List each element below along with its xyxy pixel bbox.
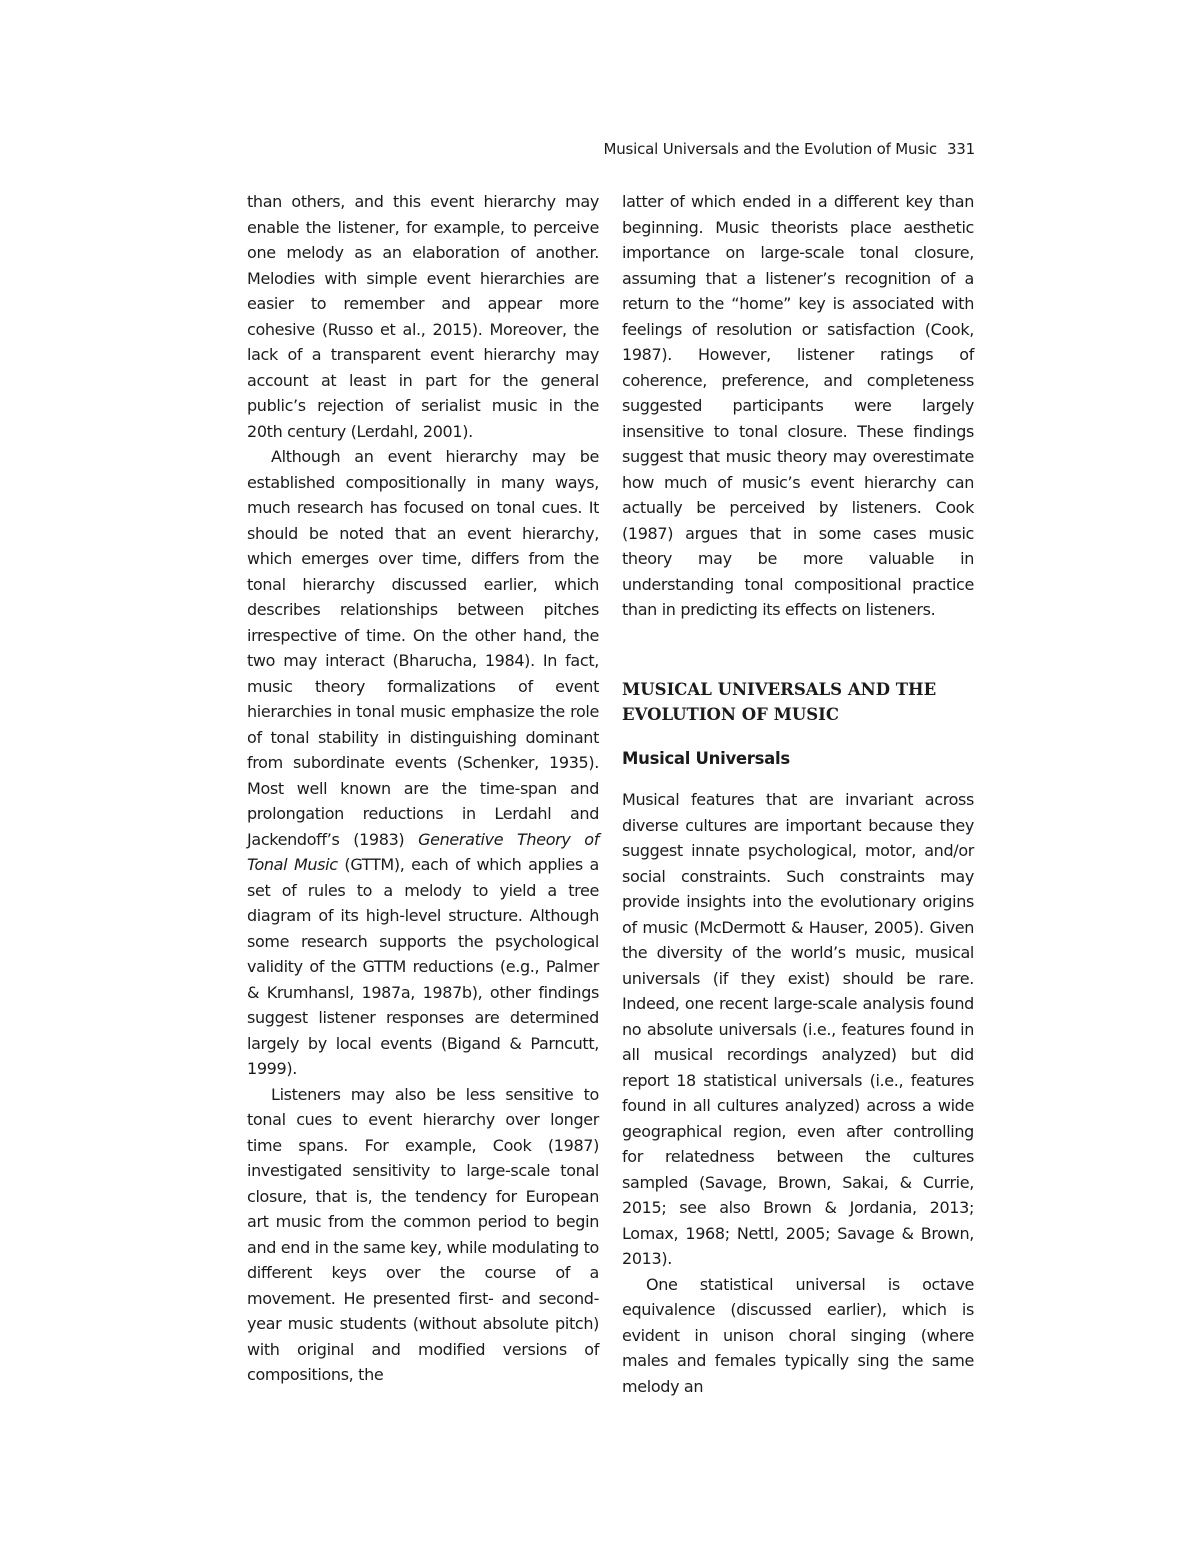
paragraph: Musical features that are invariant across diverse cultures are important because they suggest innate psychological, motor, and/or social constraints. Such constraints may provide insights into the evolutionary origins of music (McDermott & Hauser, 2005). Given the diversity of the world’s music, musical universals (if they exist) should be rare. Indeed, one recent large-scale analysis found no absolute universals (i.e., features found in all musical recordings analyzed) but did report 18 statistical universals (i.e., features found in all cultures analyzed) across a wide geographical region, even after controlling for relatedness between the cultures sampled (Savage, Brown, Sakai, & Currie, 2015; see also Brown & Jordania, 2013; Lomax, 1968; Nettl, 2005; Savage & Brown, 2013).: [622, 790, 974, 1268]
left-column: [247, 189, 599, 1388]
running-title: Musical Universals and the Evolution of Music: [603, 140, 937, 158]
right-column: [622, 189, 974, 1399]
running-header: [600, 138, 975, 160]
paragraph-text: Although an event hierarchy may be established compositionally in many ways, much research has focused on tonal cues. It should be noted that an event hierarchy, which emerges over time, differs from the tonal hierarchy discussed earlier, which describes relationships between pitches irrespective of time. On the other hand, the two may interact (Bharucha, 1984). In fact, music theory formalizations of event hierarchies in tonal music emphasize the role of tonal stability in distinguishing dominant from subordinate events (Schenker, 1935). Most well known are the time-span and prolongation reductions in Lerdahl and Jackendoff’s (1983): [247, 447, 599, 849]
section-heading: MUSICAL UNIVERSALS AND THE EVOLUTION OF MUSIC: [622, 679, 937, 724]
subsection-heading: Musical Universals: [622, 748, 790, 768]
page-number: 331: [946, 140, 975, 158]
paragraph: than others, and this event hierarchy may enable the listener, for example, to perceive one melody as an elaboration of another. Melodies with simple event hierarchies are easier to remember and appear more cohesive (Russo et al., 2015). Moreover, the lack of a transparent event hierarchy may account at least in part for the general public’s rejection of serialist music in the 20th century (Lerdahl, 2001).: [247, 192, 599, 441]
book-title: Generative Theory of Tonal Music: [247, 829, 599, 874]
paragraph-text: (GTTM), each of which applies a set of rules to a melody to yield a tree diagram of its high-level structure. Although some research supports the psychological validity of the GTTM reductions (e.g., Palmer & Krumhansl, 1987a, 1987b), other findings suggest listener responses are determined largely by local events (Bigand & Parncutt, 1999).: [247, 855, 599, 1078]
paragraph: One statistical universal is octave equivalence (discussed earlier), which is evident in unison choral singing (where males and females typically sing the same melody an: [622, 1274, 974, 1396]
paragraph: latter of which ended in a different key than beginning. Music theorists place aesthetic importance on large-scale tonal closure, assuming that a listener’s recognition of a return to the “home” key is associated with feelings of resolution or satisfaction (Cook, 1987). However, listener ratings of coherence, preference, and completeness suggested participants were largely insensitive to tonal closure. These findings suggest that music theory may overestimate how much of music’s event hierarchy can actually be perceived by listeners. Cook (1987) argues that in some cases music theory may be more valuable in understanding tonal compositional practice than in predicting its effects on listeners.: [622, 192, 974, 619]
paragraph: Listeners may also be less sensitive to tonal cues to event hierarchy over longer time spans. For example, Cook (1987) investigated sensitivity to large-scale tonal closure, that is, the tendency for European art music from the common period to begin and end in the same key, while modulating to different keys over the course of a movement. He presented first- and second-year music students (without absolute pitch) with original and modified versions of compositions, the: [247, 1084, 599, 1384]
paragraph: [247, 444, 599, 1082]
